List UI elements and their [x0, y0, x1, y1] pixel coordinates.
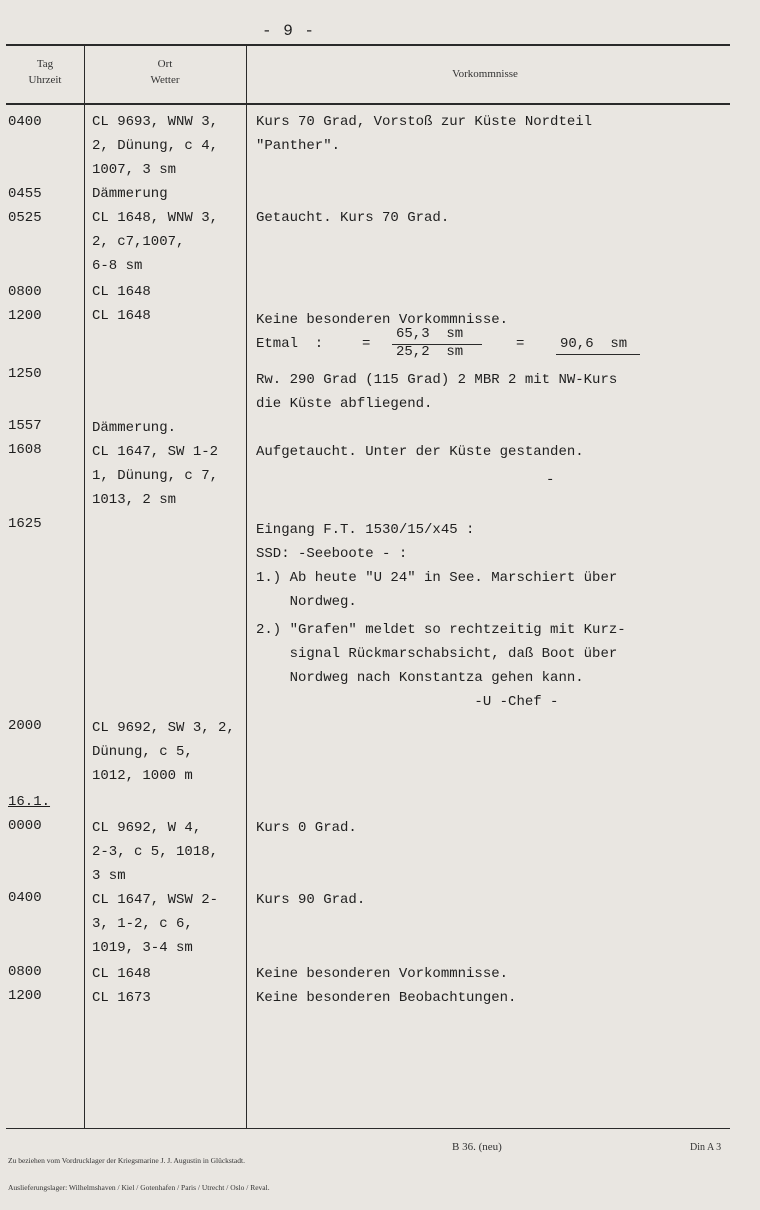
footer-publisher-line-2: Auslieferungslager: Wilhelmshaven / Kiel / Gotenhafen / Paris / Utrecht / Oslo / Reval. — [8, 1183, 270, 1192]
header-time-label: Uhrzeit — [28, 74, 62, 86]
entry-place: CL 1648 — [92, 966, 151, 982]
entry-event: Rw. 290 Grad (115 Grad) 2 MBR 2 mit NW-Kurs — [256, 372, 618, 388]
entry-place: CL 1648, WNW 3, — [92, 210, 219, 226]
entry-place: 1, Dünung, c 7, — [92, 468, 219, 484]
column-divider-2 — [246, 44, 247, 1129]
entry-place: 1019, 3-4 sm — [92, 940, 193, 956]
header-day-label: Tag — [36, 58, 54, 70]
header-place-weather — [90, 56, 240, 88]
entry-event: Kurs 70 Grad, Vorstoß zur Küste Nordteil — [256, 114, 593, 130]
entry-place: CL 1648 — [92, 308, 151, 324]
entry-place: 1013, 2 sm — [92, 492, 177, 508]
entry-time: 1200 — [8, 988, 42, 1004]
entry-place: Dämmerung. — [92, 420, 177, 436]
header-weather-label: Wetter — [150, 74, 180, 86]
entry-time: 0000 — [8, 818, 42, 834]
header-day-time — [10, 56, 80, 88]
entry-place: CL 9692, SW 3, 2, — [92, 720, 235, 736]
entry-event: SSD: -Seeboote - : — [256, 546, 408, 562]
footer-paper-size: Din A 3 — [690, 1142, 722, 1153]
entry-time: 0400 — [8, 114, 42, 130]
footer-publisher-line-1: Zu beziehen vom Vordrucklager der Kriegsmarine J. J. Augustin in Glückstadt. — [8, 1156, 245, 1165]
entry-time: 1200 — [8, 308, 42, 324]
entry-place: CL 1673 — [92, 990, 151, 1006]
entry-event: Keine besonderen Vorkommnisse. — [256, 312, 509, 328]
entry-time: 1250 — [8, 366, 42, 382]
etmal-result: 90,6 sm — [560, 336, 628, 352]
entry-time: 0525 — [8, 210, 42, 226]
entry-place: Dämmerung — [92, 186, 168, 202]
entry-time: 0800 — [8, 284, 42, 300]
entry-event: Eingang F.T. 1530/15/x45 : — [256, 522, 475, 538]
entry-event: Kurs 0 Grad. — [256, 820, 357, 836]
entry-event: Nordweg. — [256, 594, 357, 610]
entry-time: 0800 — [8, 964, 42, 980]
etmal-label: Etmal : — [256, 336, 324, 352]
entry-place: 6-8 sm — [92, 258, 143, 274]
entry-event: Aufgetaucht. Unter der Küste gestanden. — [256, 444, 584, 460]
entry-place: 1007, 3 sm — [92, 162, 177, 178]
entry-place: CL 9693, WNW 3, — [92, 114, 219, 130]
column-divider-1 — [84, 44, 85, 1129]
entry-event: Kurs 90 Grad. — [256, 892, 366, 908]
table-top-rule — [6, 44, 730, 46]
entry-time: 1625 — [8, 516, 42, 532]
entry-place: 2-3, c 5, 1018, — [92, 844, 219, 860]
etmal-result-underline — [556, 354, 640, 355]
entry-event: -U -Chef - — [256, 694, 559, 710]
date-marker: 16.1. — [8, 794, 51, 810]
entry-place: 3 sm — [92, 868, 126, 884]
entry-place: CL 1648 — [92, 284, 151, 300]
entry-place: CL 9692, W 4, — [92, 820, 202, 836]
page-number: - 9 - — [262, 22, 316, 40]
entry-place: CL 1647, WSW 2- — [92, 892, 219, 908]
footer-form-number: B 36. (neu) — [452, 1141, 502, 1153]
etmal-denominator: 25,2 sm — [396, 344, 464, 360]
entry-event: Keine besonderen Vorkommnisse. — [256, 966, 509, 982]
etmal-equals-2: = — [516, 336, 525, 352]
etmal-equals-1: = — [362, 336, 371, 352]
entry-time: 1608 — [8, 442, 42, 458]
entry-time: 0400 — [8, 890, 42, 906]
entry-event: 1.) Ab heute "U 24" in See. Marschiert über — [256, 570, 618, 586]
table-bottom-rule — [6, 1128, 730, 1129]
header-events: Vorkommnisse — [452, 68, 518, 80]
header-bottom-rule — [6, 103, 730, 105]
entry-event: "Panther". — [256, 138, 341, 154]
entry-event: signal Rückmarschabsicht, daß Boot über — [256, 646, 618, 662]
entry-place: 2, c7,1007, — [92, 234, 185, 250]
entry-place: CL 1647, SW 1-2 — [92, 444, 219, 460]
dash-mark: - — [546, 472, 555, 488]
entry-place: 2, Dünung, c 4, — [92, 138, 219, 154]
header-place-label: Ort — [157, 58, 173, 70]
entry-time: 2000 — [8, 718, 42, 734]
entry-place: Dünung, c 5, — [92, 744, 193, 760]
entry-event: Nordweg nach Konstantza gehen kann. — [256, 670, 584, 686]
footer-publisher — [8, 1138, 270, 1210]
etmal-numerator: 65,3 sm — [396, 326, 464, 342]
entry-event: 2.) "Grafen" meldet so rechtzeitig mit Kurz- — [256, 622, 626, 638]
entry-time: 1557 — [8, 418, 42, 434]
entry-event: Getaucht. Kurs 70 Grad. — [256, 210, 450, 226]
entry-place: 3, 1-2, c 6, — [92, 916, 193, 932]
entry-event: Keine besonderen Beobachtungen. — [256, 990, 517, 1006]
entry-time: 0455 — [8, 186, 42, 202]
entry-event: die Küste abfliegend. — [256, 396, 433, 412]
entry-place: 1012, 1000 m — [92, 768, 193, 784]
